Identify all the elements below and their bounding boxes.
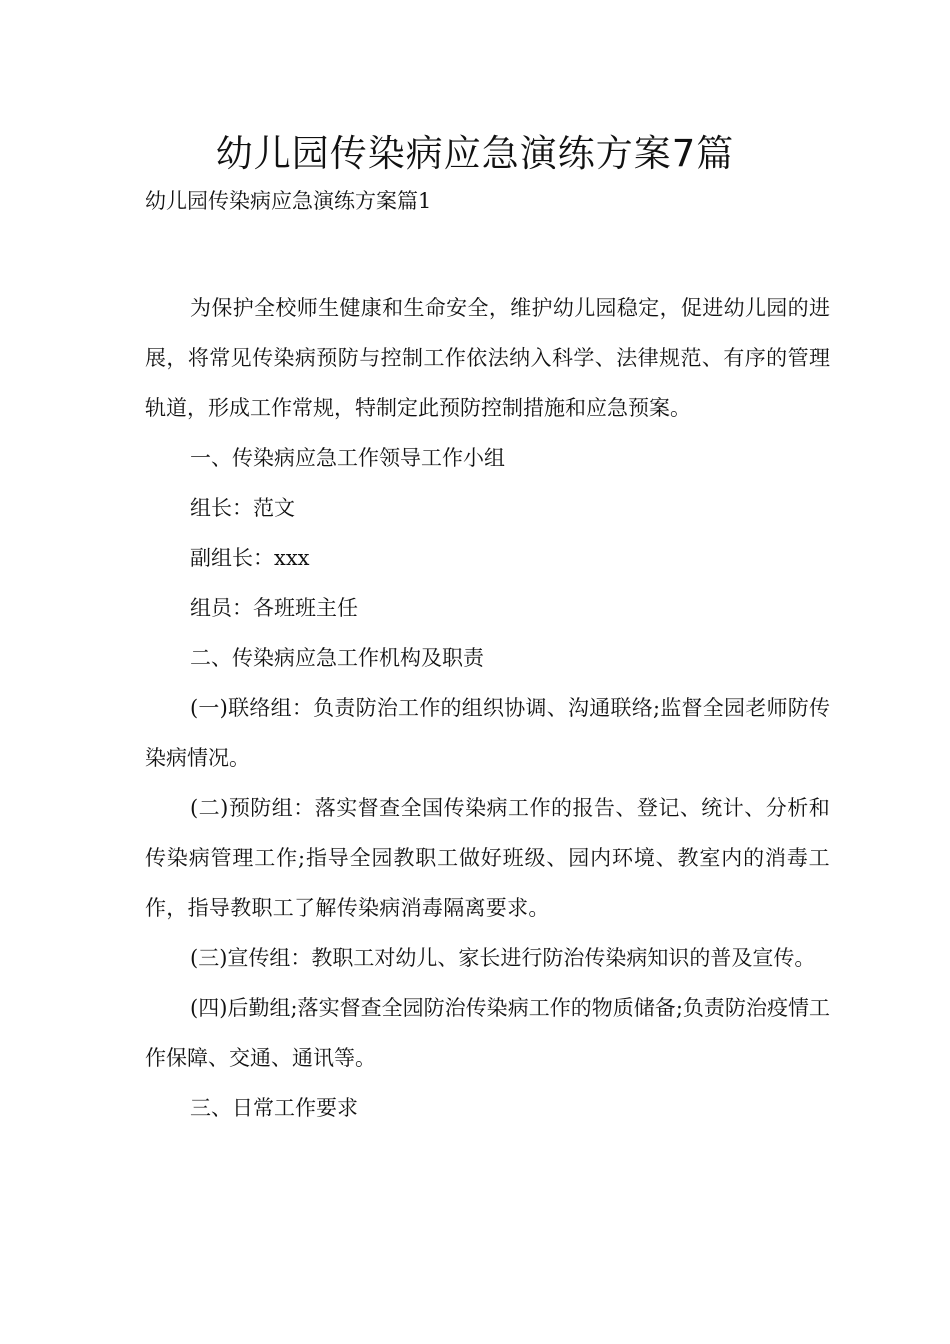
paragraph-members: 组员：各班班主任: [190, 596, 358, 620]
paragraph-logistics-group: (四)后勤组;落实督查全园防治传染病工作的物质储备;负责防治疫情工作保障、交通、通讯等。: [145, 996, 830, 1070]
document-body: [145, 283, 830, 1133]
section-heading-2: 二、传染病应急工作机构及职责: [190, 646, 484, 670]
section-heading-3: 三、日常工作要求: [190, 1096, 358, 1120]
paragraph-leader: 组长：范文: [190, 496, 295, 520]
document-title: 幼儿园传染病应急演练方案7篇: [215, 132, 735, 175]
paragraph-liaison-group: (一)联络组：负责防治工作的组织协调、沟通联络;监督全园老师防传染病情况。: [145, 696, 830, 770]
document-subtitle: 幼儿园传染病应急演练方案篇1: [145, 189, 432, 213]
paragraph-intro: 为保护全校师生健康和生命安全，维护幼儿园稳定，促进幼儿园的进展，将常见传染病预防与控制工作依法纳入科学、法律规范、有序的管理轨道，形成工作常规，特制定此预防控制措施和应急预案。: [145, 296, 830, 420]
section-heading-1: 一、传染病应急工作领导工作小组: [190, 446, 505, 470]
paragraph-deputy-leader: 副组长：xxx: [190, 546, 310, 570]
paragraph-publicity-group: (三)宣传组：教职工对幼儿、家长进行防治传染病知识的普及宣传。: [190, 946, 816, 970]
paragraph-prevention-group: (二)预防组：落实督查全国传染病工作的报告、登记、统计、分析和传染病管理工作;指导全园教职工做好班级、园内环境、教室内的消毒工作，指导教职工了解传染病消毒隔离要求。: [145, 796, 830, 920]
